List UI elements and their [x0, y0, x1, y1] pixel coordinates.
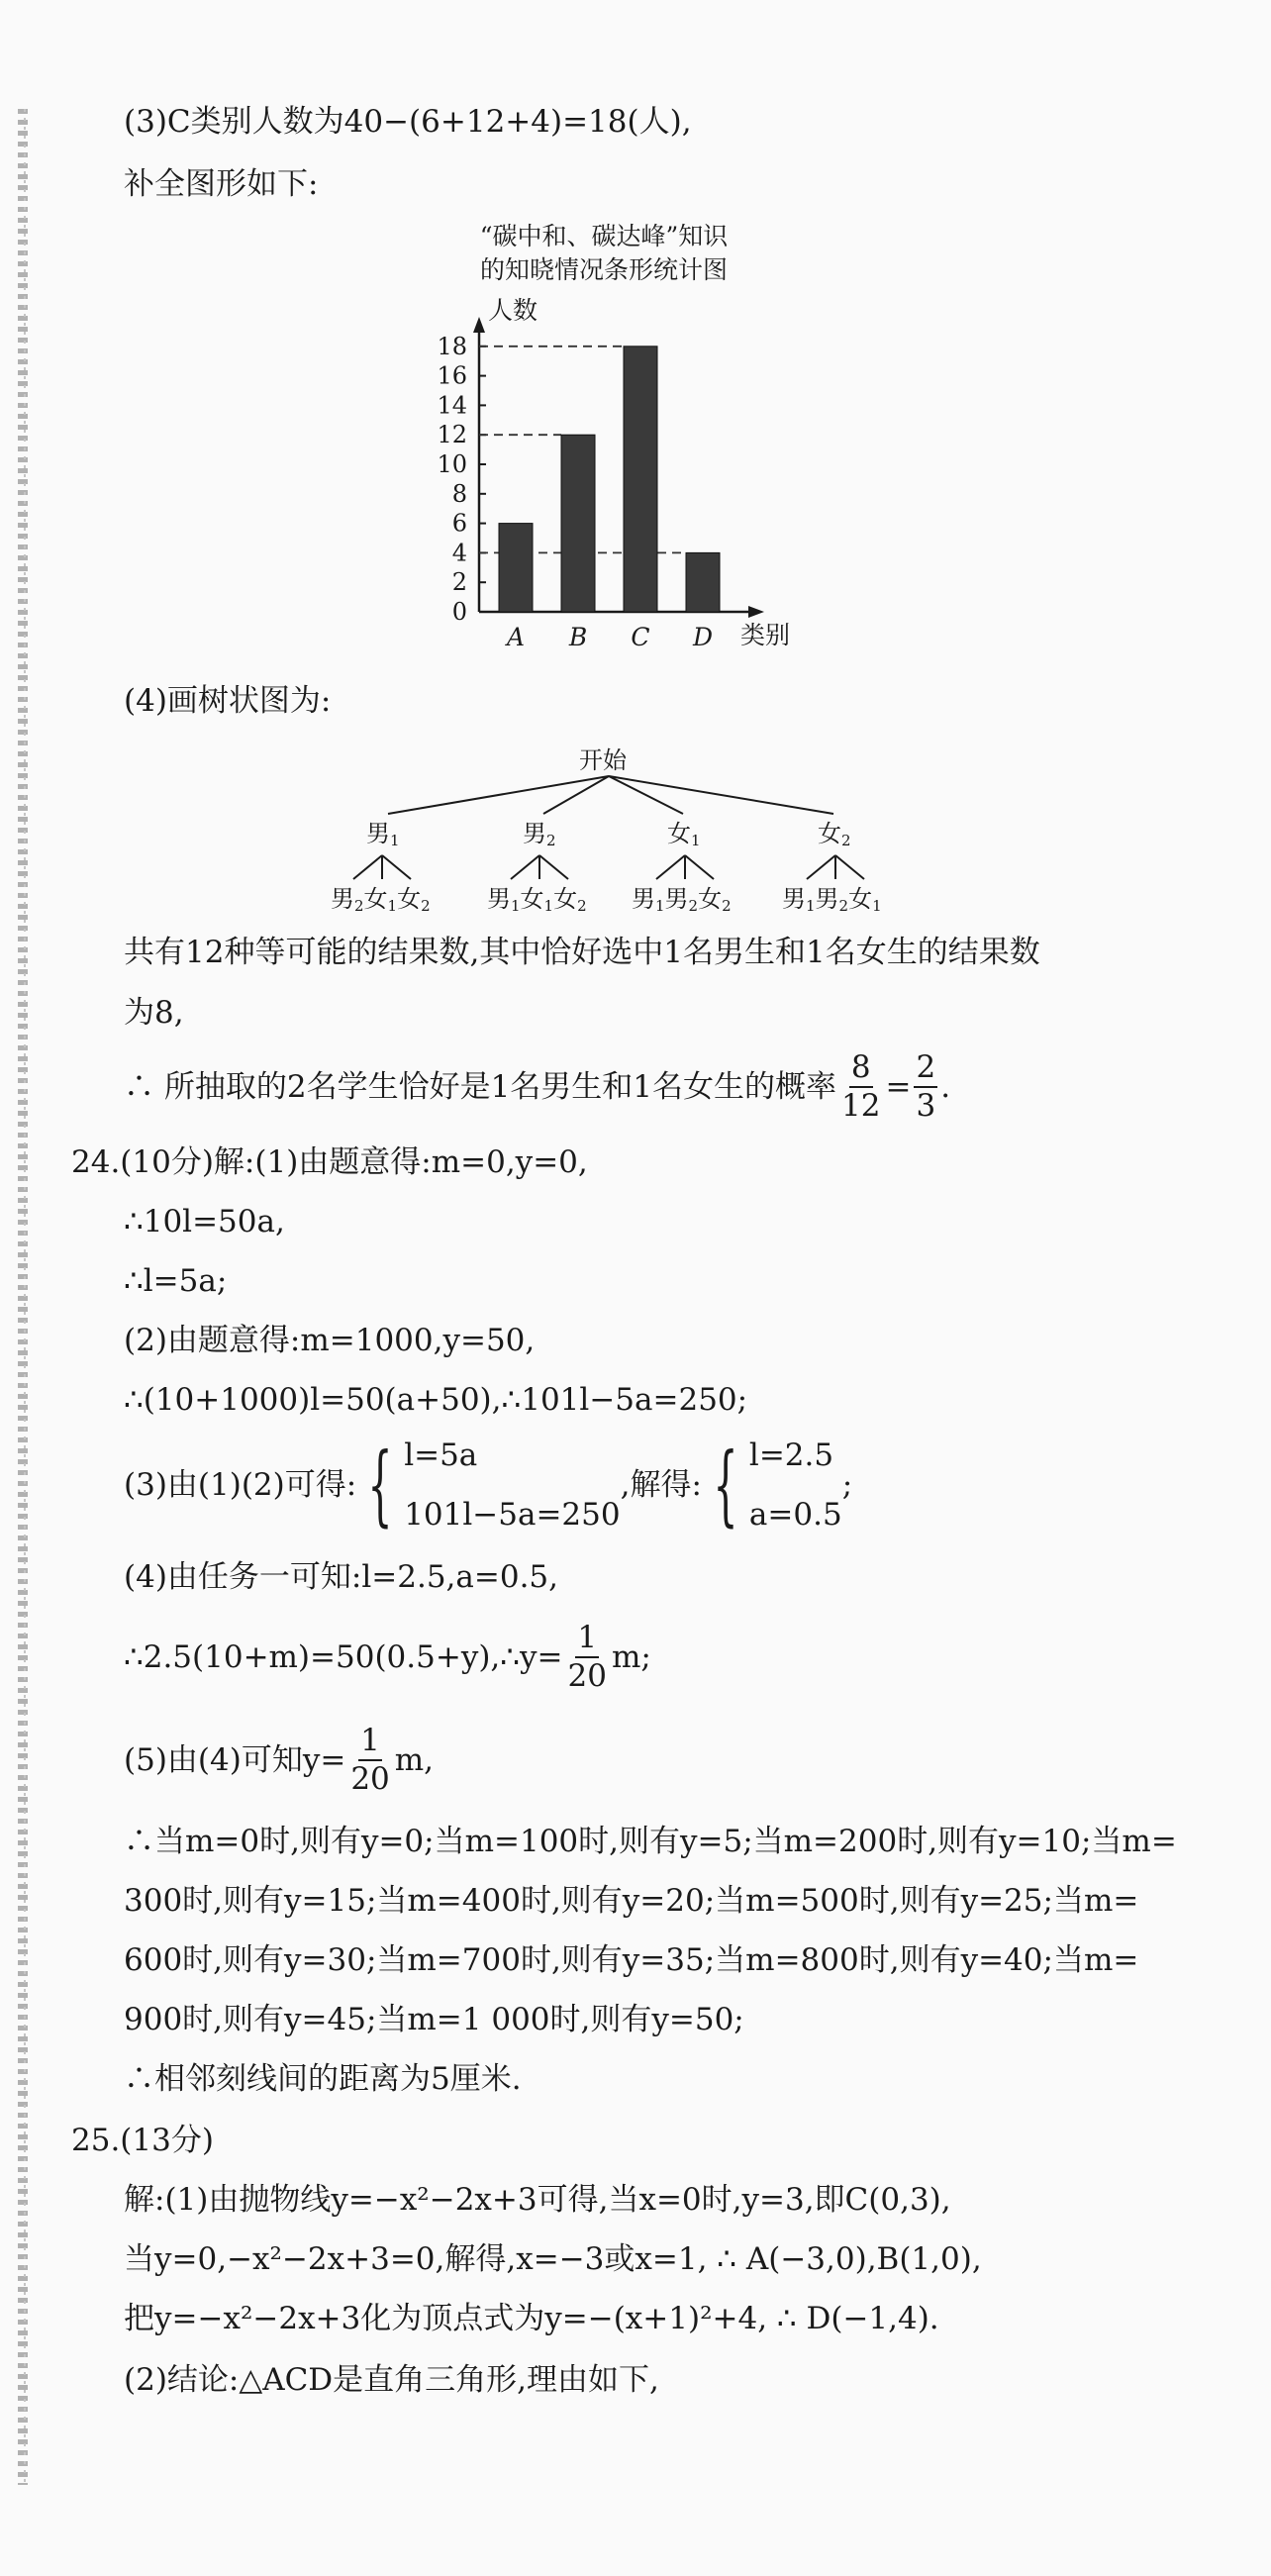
q24-line2: ∴l=5a;: [124, 1263, 228, 1299]
q24-line12: 900时,则有y=45;当m=1 000时,则有y=50;: [124, 2002, 744, 2037]
y-tick-label: 10: [437, 450, 467, 478]
q24-line7: ∴2.5(10+m)=50(0.5+y),∴y= $\frac{1}{20}$ m;: [124, 1620, 651, 1694]
y-tick-label: 8: [451, 479, 467, 508]
q25-line1: 解:(1)由抛物线y=−x²−2x+3可得,当x=0时,y=3,即C(0,3),: [124, 2182, 951, 2218]
y-tick-label: 14: [437, 391, 467, 420]
p3-line2: 补全图形如下:: [124, 166, 319, 202]
y-tick-label: 6: [451, 509, 467, 538]
q24-line13: ∴相邻刻线间的距离为5厘米.: [124, 2061, 522, 2097]
equation-system-2: { l=2.5 a=0.5: [713, 1434, 842, 1536]
tree-branch-3: 女$_1$: [667, 820, 701, 849]
y-tick-label: 12: [437, 421, 467, 449]
p4-result2: 为8,: [124, 995, 184, 1031]
tree-lines: [0, 0, 1271, 931]
q24-head: 24.(10分)解:(1)由题意得:m=0,y=0,: [71, 1144, 588, 1180]
q24-line6: (4)由任务一可知:l=2.5,a=0.5,: [124, 1559, 559, 1595]
chart-subtitle: 的知晓情况条形统计图: [479, 255, 728, 284]
y-tick-label: 4: [451, 539, 467, 567]
y-tick-label: 2: [451, 568, 467, 597]
y-tick-label: 16: [437, 361, 467, 390]
tree-leaves-3: 男$_1$男$_2$女$_2$: [632, 885, 732, 915]
tree-branch-1: 男$_1$: [366, 820, 400, 849]
q24-line3: (2)由题意得:m=1000,y=50,: [124, 1323, 536, 1358]
category-label-C: C: [631, 623, 650, 651]
p4-result1: 共有12种等可能的结果数,其中恰好选中1名男生和1名女生的结果数: [124, 935, 1040, 970]
q25-head: 25.(13分): [71, 2123, 214, 2158]
p4-intro: (4)画树状图为:: [124, 683, 332, 719]
tree-root: 开始: [579, 746, 627, 774]
equation-system-1: { l=5a 101l−5a=250: [367, 1434, 621, 1536]
q25-line2: 当y=0,−x²−2x+3=0,解得,x=−3或x=1, ∴ A(−3,0),B(1,0),: [124, 2241, 982, 2277]
p4-probability: ∴ 所抽取的2名学生恰好是1名男生和1名女生的概率 $\frac{8}{12}$ = $\frac{2}{3}$ .: [124, 1049, 951, 1124]
q24-line10: 300时,则有y=15;当m=400时,则有y=20;当m=500时,则有y=25;当m=: [124, 1883, 1139, 1919]
category-label-B: B: [568, 623, 588, 651]
q24-line1: ∴10l=50a,: [124, 1204, 285, 1239]
category-label-D: D: [692, 623, 714, 651]
tree-leaves-1: 男$_2$女$_1$女$_2$: [331, 885, 431, 915]
q24-line11: 600时,则有y=30;当m=700时,则有y=35;当m=800时,则有y=40;当m=: [124, 1942, 1139, 1978]
q25-line4: (2)结论:△ACD是直角三角形,理由如下,: [124, 2362, 659, 2398]
chart-title: “碳中和、碳达峰”知识: [479, 222, 729, 250]
q24-line9: ∴当m=0时,则有y=0;当m=100时,则有y=5;当m=200时,则有y=10;当m=: [124, 1824, 1177, 1859]
tree-branch-4: 女$_2$: [818, 820, 851, 849]
q24-line4: ∴(10+1000)l=50(a+50),∴101l−5a=250;: [124, 1382, 748, 1418]
tree-leaves-4: 男$_1$男$_2$女$_1$: [782, 885, 882, 915]
chart-y-label: 人数: [488, 296, 538, 325]
category-label-A: A: [506, 623, 526, 651]
p3-line1: (3)C类别人数为40−(6+12+4)=18(人),: [124, 104, 692, 140]
q25-line3: 把y=−x²−2x+3化为顶点式为y=−(x+1)²+4, ∴ D(−1,4).: [124, 2301, 939, 2336]
q24-line5: (3)由(1)(2)可得: { l=5a 101l−5a=250 ,解得: { l=2.5 a=0.5 ;: [124, 1426, 852, 1544]
tree-branch-2: 男$_2$: [523, 820, 556, 849]
y-tick-label: 18: [437, 332, 467, 360]
tree-leaves-2: 男$_1$女$_1$女$_2$: [487, 885, 587, 915]
y-tick-label: 0: [451, 598, 467, 626]
chart-x-label: 类别: [740, 621, 791, 649]
q24-line8: (5)由(4)可知y= $\frac{1}{20}$ m,: [124, 1723, 435, 1797]
